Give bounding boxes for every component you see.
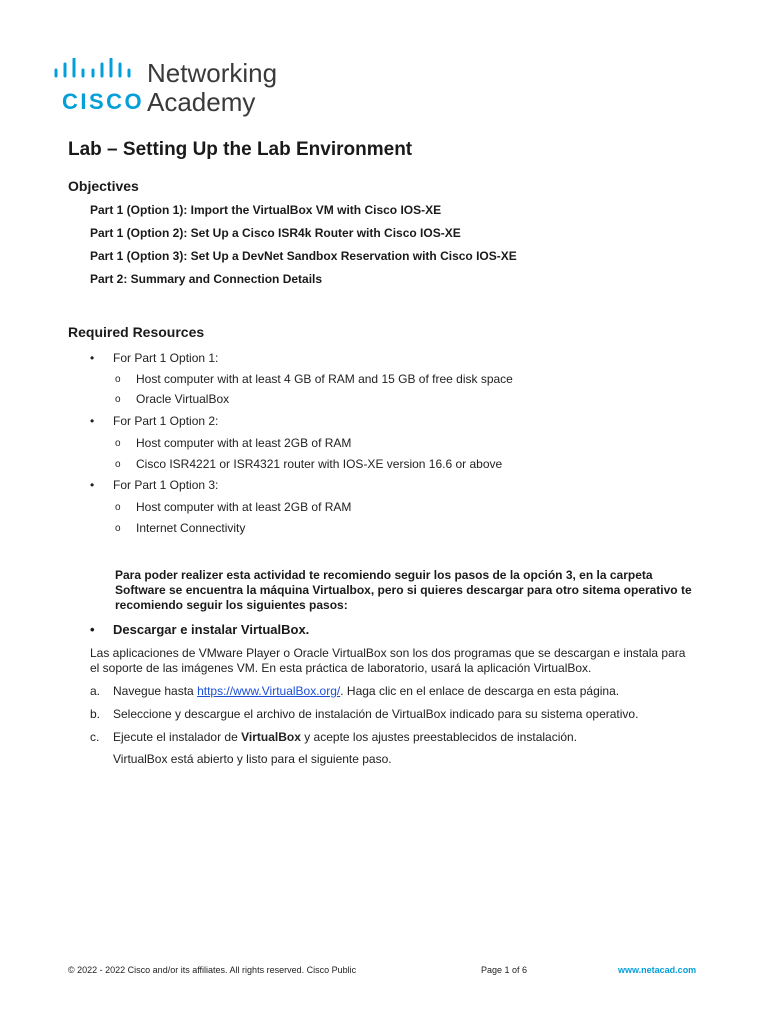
cisco-wordmark: CISCO xyxy=(62,89,145,114)
resource-group-label: For Part 1 Option 1: xyxy=(113,351,219,365)
result-text: VirtualBox está abierto y listo para el siguiente paso. xyxy=(113,752,392,766)
resource-item-text: Host computer with at least 2GB of RAM xyxy=(136,436,352,450)
instructor-note: Para poder realizer esta actividad te recomiendo seguir los pasos de la opción 3, en la carpeta Software se encuentra la máquina Virtualbox, pero si quieres descargar para otro sitema operativo te recomiendo seguir los siguientes pasos: xyxy=(115,568,692,612)
resource-item-text: Host computer with at least 2GB of RAM xyxy=(136,500,352,514)
step-text xyxy=(113,730,577,744)
sub-bullet-icon: o xyxy=(115,374,121,385)
logo-line-networking: Networking xyxy=(147,58,278,88)
step-label: c. xyxy=(90,730,100,744)
resource-item-text: Cisco ISR4221 or ISR4321 router with IOS-XE version 16.6 or above xyxy=(136,457,503,471)
resources-heading: Required Resources xyxy=(68,324,205,340)
step-text xyxy=(113,684,619,698)
objective-item: Part 2: Summary and Connection Details xyxy=(90,272,323,286)
virtualbox-link[interactable]: https://www.VirtualBox.org/ xyxy=(197,684,341,698)
objective-item: Part 1 (Option 3): Set Up a DevNet Sandbox Reservation with Cisco IOS-XE xyxy=(90,249,517,263)
section-paragraph: Las aplicaciones de VMware Player o Oracle VirtualBox son los dos programas que se descargan e instala para el soporte de las imágenes VM. En esta práctica de laboratorio, usará la aplicación VirtualBox. xyxy=(90,646,686,675)
resource-group-label: For Part 1 Option 3: xyxy=(113,478,219,492)
bullet-icon: • xyxy=(90,351,95,365)
cisco-networking-academy-logo xyxy=(52,58,312,118)
bullet-icon: • xyxy=(90,622,95,637)
resource-group-label: For Part 1 Option 2: xyxy=(113,414,219,428)
bullet-icon: • xyxy=(90,414,95,428)
resource-item-text: Host computer with at least 4 GB of RAM and 15 GB of free disk space xyxy=(136,372,513,386)
sub-bullet-icon: o xyxy=(115,394,121,405)
step-text-bold: VirtualBox xyxy=(241,730,301,744)
objectives-heading: Objectives xyxy=(68,178,139,194)
step-text-pre: Ejecute el instalador de xyxy=(113,730,242,744)
step-label: b. xyxy=(90,707,101,721)
resource-item-text: Oracle VirtualBox xyxy=(136,392,230,406)
sub-bullet-icon: o xyxy=(115,438,121,449)
footer-copyright: © 2022 - 2022 Cisco and/or its affiliates. All rights reserved. Cisco Public xyxy=(68,965,357,975)
step-text: Seleccione y descargue el archivo de instalación de VirtualBox indicado para su sistema operativo. xyxy=(113,707,639,721)
footer-page-number: Page 1 of 6 xyxy=(481,965,528,975)
sub-bullet-icon: o xyxy=(115,523,121,534)
page-title: Lab – Setting Up the Lab Environment xyxy=(68,139,413,160)
sub-bullet-icon: o xyxy=(115,502,121,513)
section-heading-text: Descargar e instalar VirtualBox. xyxy=(113,622,310,637)
bullet-icon: • xyxy=(90,478,95,492)
cisco-bars-icon xyxy=(52,58,142,86)
sub-bullet-icon: o xyxy=(115,459,121,470)
logo-line-academy: Academy xyxy=(147,87,256,117)
footer-site-link[interactable]: www.netacad.com xyxy=(618,965,697,975)
objective-item: Part 1 (Option 1): Import the VirtualBox VM with Cisco IOS-XE xyxy=(90,203,442,217)
step-text-post: y acepte los ajustes preestablecidos de instalación. xyxy=(300,730,578,744)
resource-item-text: Internet Connectivity xyxy=(136,521,246,535)
step-text-post: . Haga clic en el enlace de descarga en esta página. xyxy=(340,684,620,698)
objective-item: Part 1 (Option 2): Set Up a Cisco ISR4k Router with Cisco IOS-XE xyxy=(90,226,461,240)
step-label: a. xyxy=(90,684,101,698)
step-text-pre: Navegue hasta xyxy=(113,684,198,698)
